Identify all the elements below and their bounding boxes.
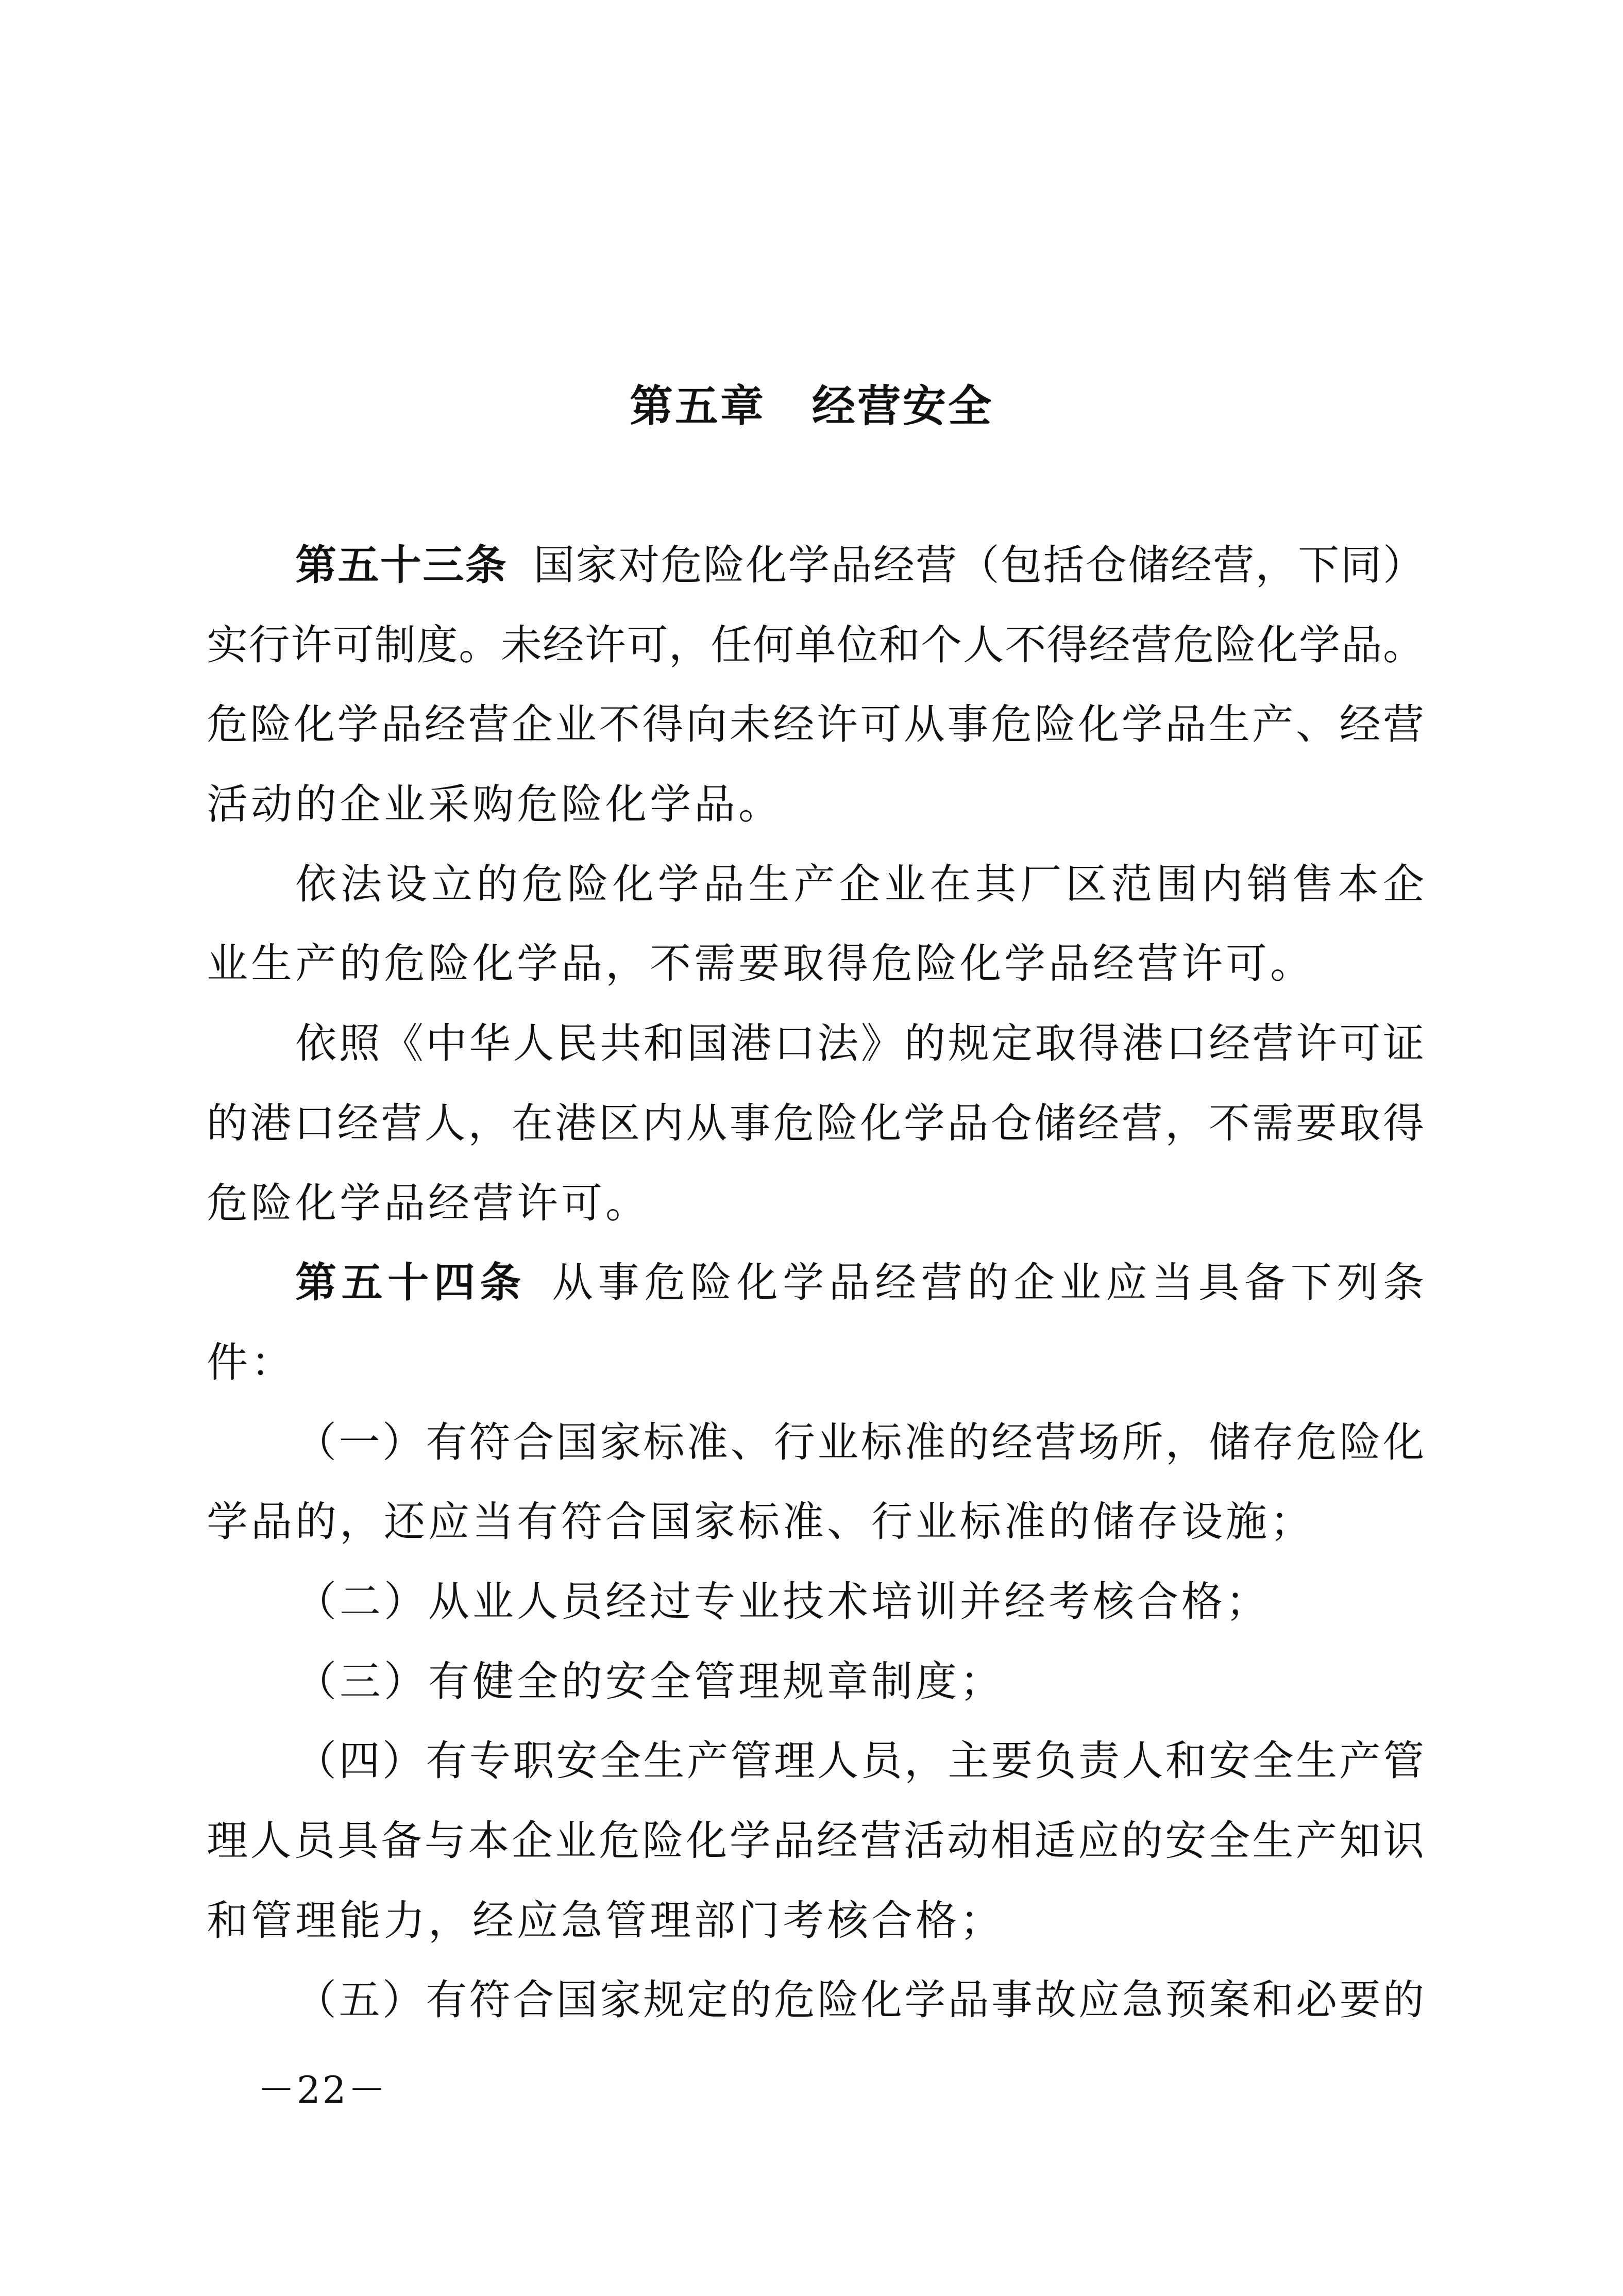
- text-line: [207, 1721, 1424, 1801]
- line-text: （四）有专职安全生产管理人员，主要负责人和安全生产管: [295, 1737, 1424, 1785]
- text-line: [207, 1562, 1424, 1642]
- chapter-title: [0, 376, 1623, 436]
- line-text: 危险化学品经营企业不得向未经许可从事危险化学品生产、经营: [207, 700, 1424, 749]
- line-text: 从事危险化学品经营的企业应当具备下列条: [552, 1259, 1425, 1307]
- text-line: [207, 924, 1424, 1004]
- text-line: [207, 1801, 1424, 1881]
- line-text: 件：: [207, 1338, 295, 1386]
- line-text: （三）有健全的安全管理规章制度；: [295, 1657, 1004, 1705]
- text-line: [207, 1881, 1424, 1961]
- line-text: 依法设立的危险化学品生产企业在其厂区范围内销售本企: [295, 860, 1424, 908]
- text-line: [207, 526, 1424, 606]
- text-line: [207, 1164, 1424, 1244]
- text-line: [207, 1004, 1424, 1084]
- text-line: [207, 1323, 1424, 1403]
- article-heading: 第五十三条: [295, 541, 508, 589]
- text-line: [207, 765, 1424, 845]
- line-text: 实行许可制度。未经许可，任何单位和个人不得经营危险化学品。: [207, 621, 1424, 669]
- document-body: [207, 526, 1424, 2040]
- line-text: 国家对危险化学品经营（包括仓储经营，下同）: [533, 541, 1425, 589]
- line-text: 学品的，还应当有符合国家标准、行业标准的储存设施；: [207, 1498, 1314, 1546]
- line-text: 和管理能力，经应急管理部门考核合格；: [207, 1896, 1004, 1945]
- text-line: [207, 1482, 1424, 1562]
- line-text: 的港口经营人，在港区内从事危险化学品仓储经营，不需要取得: [207, 1099, 1424, 1147]
- text-line: [207, 606, 1424, 685]
- line-text: 理人员具备与本企业危险化学品经营活动相适应的安全生产知识: [207, 1817, 1424, 1865]
- line-text: 活动的企业采购危险化学品。: [207, 780, 783, 829]
- line-text: 依照《中华人民共和国港口法》的规定取得港口经营许可证: [295, 1019, 1424, 1068]
- line-text: 业生产的危险化学品，不需要取得危险化学品经营许可。: [207, 940, 1314, 988]
- line-text: （五）有符合国家规定的危险化学品事故应急预案和必要的: [295, 1976, 1424, 2024]
- line-text: （一）有符合国家标准、行业标准的经营场所，储存危险化: [295, 1418, 1424, 1466]
- text-line: [207, 1960, 1424, 2040]
- line-text: 危险化学品经营许可。: [207, 1179, 650, 1227]
- text-line: [207, 1403, 1424, 1483]
- text-line: [207, 685, 1424, 765]
- chapter-number: 第五章: [629, 381, 766, 431]
- text-line: [207, 1243, 1424, 1323]
- line-text: （二）从业人员经过专业技术培训并经考核合格；: [295, 1577, 1270, 1625]
- page-number: －22－: [258, 2068, 387, 2111]
- text-line: [207, 845, 1424, 925]
- chapter-name: 经营安全: [812, 381, 994, 431]
- text-line: [207, 1084, 1424, 1164]
- text-line: [207, 1642, 1424, 1722]
- article-heading: 第五十四条: [295, 1259, 527, 1307]
